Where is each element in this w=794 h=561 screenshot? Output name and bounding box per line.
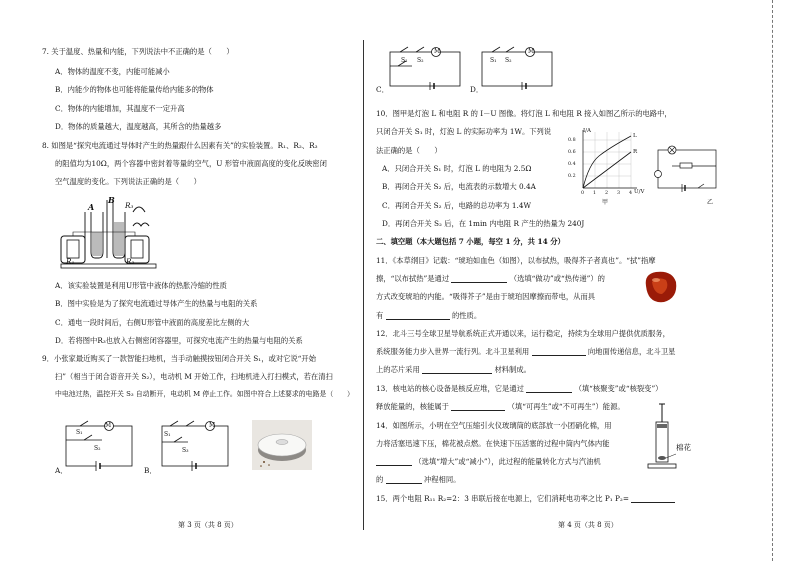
q10-xtick-4: 4	[629, 191, 633, 196]
q10-curve-label-l: L	[633, 133, 637, 139]
q8-label-r2: R₂	[126, 257, 135, 266]
q10-curve-label-r: R	[633, 149, 638, 155]
q7-option-d: D．物体的质量越大，温度越高，其所含的热量越多	[55, 122, 222, 131]
q13-line1-a: 13．核电站的核心设备是核反应堆，它是通过	[376, 384, 524, 393]
q8-label-b: B	[108, 195, 115, 205]
q8-stem-line2: 的阻值均为10Ω，两个容器中密封着等量的空气，U 形管中液面高度的变化反映密闭	[55, 159, 327, 168]
q14-line3-a: （选填“增大”或“减小”），此过程的能量转化方式与汽油机	[414, 457, 601, 466]
q14-line4	[376, 475, 460, 484]
q8-option-a: A．该实验装置是利用U形管中液体的热胀冷缩的性质	[55, 281, 227, 290]
q10-option-c: C．再闭合开关 S₂ 后，电路的总功率为 1.4W	[382, 201, 532, 210]
q9-stem-line3: 中电池过热，温控开关 S₃ 自动断开，电动机 M 停止工作。如图中符合上述要求的电路是（ ）	[55, 390, 354, 398]
q9b-s3-label: S₃	[182, 447, 189, 454]
q11-blank-1[interactable]	[451, 274, 507, 283]
q10-ytick-2: 0.4	[568, 162, 576, 167]
right-page	[370, 0, 794, 561]
robot-vacuum-image	[252, 420, 312, 470]
q12-line2-b: 向地面传递信息，北斗卫星	[587, 347, 676, 356]
q8-label-r3: R₃	[125, 201, 134, 210]
q12-blank-1[interactable]	[532, 347, 586, 356]
amber-image	[640, 268, 680, 308]
q10-option-a: A．只闭合开关 S₁ 时，灯泡 L 的电阻为 2.5Ω	[382, 164, 532, 173]
q10-option-b: B．再闭合开关 S₂ 后，电流表的示数增大 0.4A	[382, 182, 536, 191]
q9b-s1-label: S₁	[164, 431, 171, 438]
q12-line3	[376, 365, 531, 374]
q11-line2-a: 擦，“以布拭热”是通过	[376, 274, 450, 283]
q14-blank-1[interactable]	[376, 457, 412, 466]
q12-blank-2[interactable]	[422, 365, 492, 374]
q12-line3-b: 材料制成。	[494, 365, 531, 374]
page-divider	[363, 40, 364, 530]
q13-line2-b: （填“可再生”或“不可再生”）能源。	[507, 402, 625, 411]
q7-option-c: C．物体的内能增加，其温度不一定升高	[55, 104, 185, 113]
q9c-s1-label: S₁	[401, 57, 408, 64]
q14-cotton-label: 棉花	[676, 443, 691, 452]
q8-label-a: A	[88, 202, 95, 212]
section2-heading: 二、填空题（本大题包括 7 小题，每空 1 分，共 14 分）	[376, 237, 565, 246]
q13-blank-2[interactable]	[451, 402, 505, 411]
q14-fire-piston-figure	[642, 402, 682, 472]
left-page-number: 第 3 页（共 8 页）	[178, 521, 238, 529]
q10-xtick-2: 2	[605, 191, 609, 196]
q9b-motor-label: M	[209, 422, 216, 429]
binding-margin	[772, 0, 791, 561]
q10-caption-yi: 乙	[707, 199, 714, 206]
q8-stem-line1: 8. 如图是“探究电流通过导体时产生的热量跟什么因素有关”的实验装置。R₁、R₂、R₃	[42, 141, 318, 150]
q8-option-b: B．图中实验是为了探究电流通过导体产生的热量与电阻的关系	[55, 299, 258, 308]
q14-line3	[376, 457, 601, 466]
q9c-motor-label: M	[434, 48, 441, 55]
q9-circuit-c	[386, 44, 464, 90]
q8-option-d: D．若将图中R₃也放入右侧密闭容器里，可探究电流产生的热量与电阻的关系	[55, 336, 303, 345]
q14-line1: 14．如图所示，小明在空气压缩引火仪玻璃筒的底部放一小团硝化棉，用	[376, 421, 612, 430]
q9d-s2-label: S₂	[505, 57, 512, 64]
q8-stem-line3: 空气温度的变化。下列说法正确的是（ ）	[55, 177, 201, 186]
q9-circuit-a	[62, 418, 137, 468]
q9-circuit-d	[478, 44, 556, 90]
q14-line4-a: 的	[376, 475, 384, 484]
q14-line4-b: 冲程相同。	[423, 475, 461, 484]
q11-line1: 11．《本草纲目》记载：“琥珀如血色（如图），以布拭热，吸得芥子者真也”。“拭”指摩	[376, 256, 656, 265]
q10-ytick-1: 0.6	[568, 150, 576, 155]
q9-option-b-label: B．	[144, 466, 157, 475]
q10-option-d: D．再闭合开关 S₂ 后，在 1min 内电阻 R 产生的热量为 240J	[382, 219, 585, 228]
q12-line2	[376, 347, 675, 356]
q10-xtick-0: 0	[581, 191, 585, 196]
q9-option-d-label: D．	[470, 85, 484, 94]
q9d-motor-label: M	[528, 48, 535, 55]
q10-stem-line3: 法正确的是（ ）	[376, 146, 442, 155]
q10-ytick-3: 0.2	[568, 174, 576, 179]
q10-graph-ylabel: I/A	[583, 128, 591, 134]
q10-xtick-3: 3	[617, 191, 621, 196]
q10-graph-xlabel: U/V	[634, 189, 645, 195]
q10-caption-jia: 甲	[602, 199, 609, 206]
q10-circuit-yi	[652, 144, 722, 194]
q10-xtick-1: 1	[593, 191, 597, 196]
q11-line3: 方式改变琥珀的内能。“吸得芥子”是由于琥珀因摩擦而带电，从而具	[376, 292, 596, 301]
q10-ytick-0: 0.8	[568, 138, 576, 143]
left-page	[0, 0, 370, 561]
q9-stem-line2: 扫”（相当于闭合语音开关 S₂），电动机 M 开始工作，扫地机进入打扫模式，若在清扫	[55, 372, 333, 381]
q11-line4-b: 的性质。	[451, 311, 482, 320]
q7-option-a: A．物体的温度不变，内能可能减小	[55, 67, 170, 76]
q10-stem-line1: 10．图甲是灯泡 L 和电阻 R 的 I－U 图像。将灯泡 L 和电阻 R 接入如图乙所示的电路中，	[376, 109, 672, 118]
q15-blank-1[interactable]	[631, 494, 675, 503]
q9-option-c-label: C．	[376, 85, 389, 94]
q12-line2-a: 系统服务能力步入世界一流行列。北斗卫星利用	[376, 347, 530, 356]
q11-blank-2[interactable]	[386, 311, 450, 320]
q13-line1	[376, 384, 662, 393]
q15-text: 15．两个电阻 R₁₁ R₂=2：3 串联后接在电源上，它们消耗电功率之比 P₁ P₂=	[376, 494, 629, 503]
q7-stem: 7. 关于温度、热量和内能，下列说法中不正确的是（ ）	[42, 47, 234, 56]
q14-blank-2[interactable]	[386, 475, 422, 484]
q11-line2-b: （选填“做功”或“热传递”）的	[509, 274, 605, 283]
q13-line2-a: 释放能量的，核能属于	[376, 402, 449, 411]
q9a-s1-label: S₁	[76, 429, 83, 436]
q8-label-r1: R₁	[66, 257, 75, 266]
q12-line1: 12．北斗三号全球卫星导航系统正式开通以来，运行稳定，持续为全球用户提供优质服务，	[376, 329, 670, 338]
q8-option-c: C．通电一段时间后，右侧U形管中液面的高度差比左侧的大	[55, 318, 250, 327]
q9d-s1-label: S₁	[490, 57, 497, 64]
q9-stem-line1: 9．小张家最近购买了一款智能扫地机，当手动触摸按钮闭合开关 S₁，或对它说“开始	[42, 354, 317, 363]
q9c-s2-label: S₂	[417, 57, 424, 64]
q14-line2: 力将活塞迅速下压，棉花被点燃。在快速下压活塞的过程中筒内气体内能	[376, 439, 610, 448]
q9-circuit-b	[158, 418, 233, 468]
q9a-s2-label: S₂	[94, 445, 101, 452]
q11-line4	[376, 311, 481, 320]
q10-stem-line2: 只闭合开关 S₁ 时，灯泡 L 的实际功率为 1W。下列说	[376, 127, 552, 136]
q13-line1-b: （填“核聚变”或“核裂变”）	[574, 384, 663, 393]
q13-blank-1[interactable]	[526, 384, 572, 393]
q13-line2	[376, 402, 625, 411]
right-page-number: 第 4 页（共 8 页）	[558, 521, 618, 529]
q11-line2	[376, 274, 605, 283]
q15-line1	[376, 494, 675, 503]
q9a-motor-label: M	[105, 422, 112, 429]
q11-line4-a: 有	[376, 311, 384, 320]
q9-option-a-label: A．	[55, 466, 68, 475]
q12-line3-a: 上的芯片采用	[376, 365, 420, 374]
q7-option-b: B．内能少的物体也可能将能量传给内能多的物体	[55, 85, 214, 94]
